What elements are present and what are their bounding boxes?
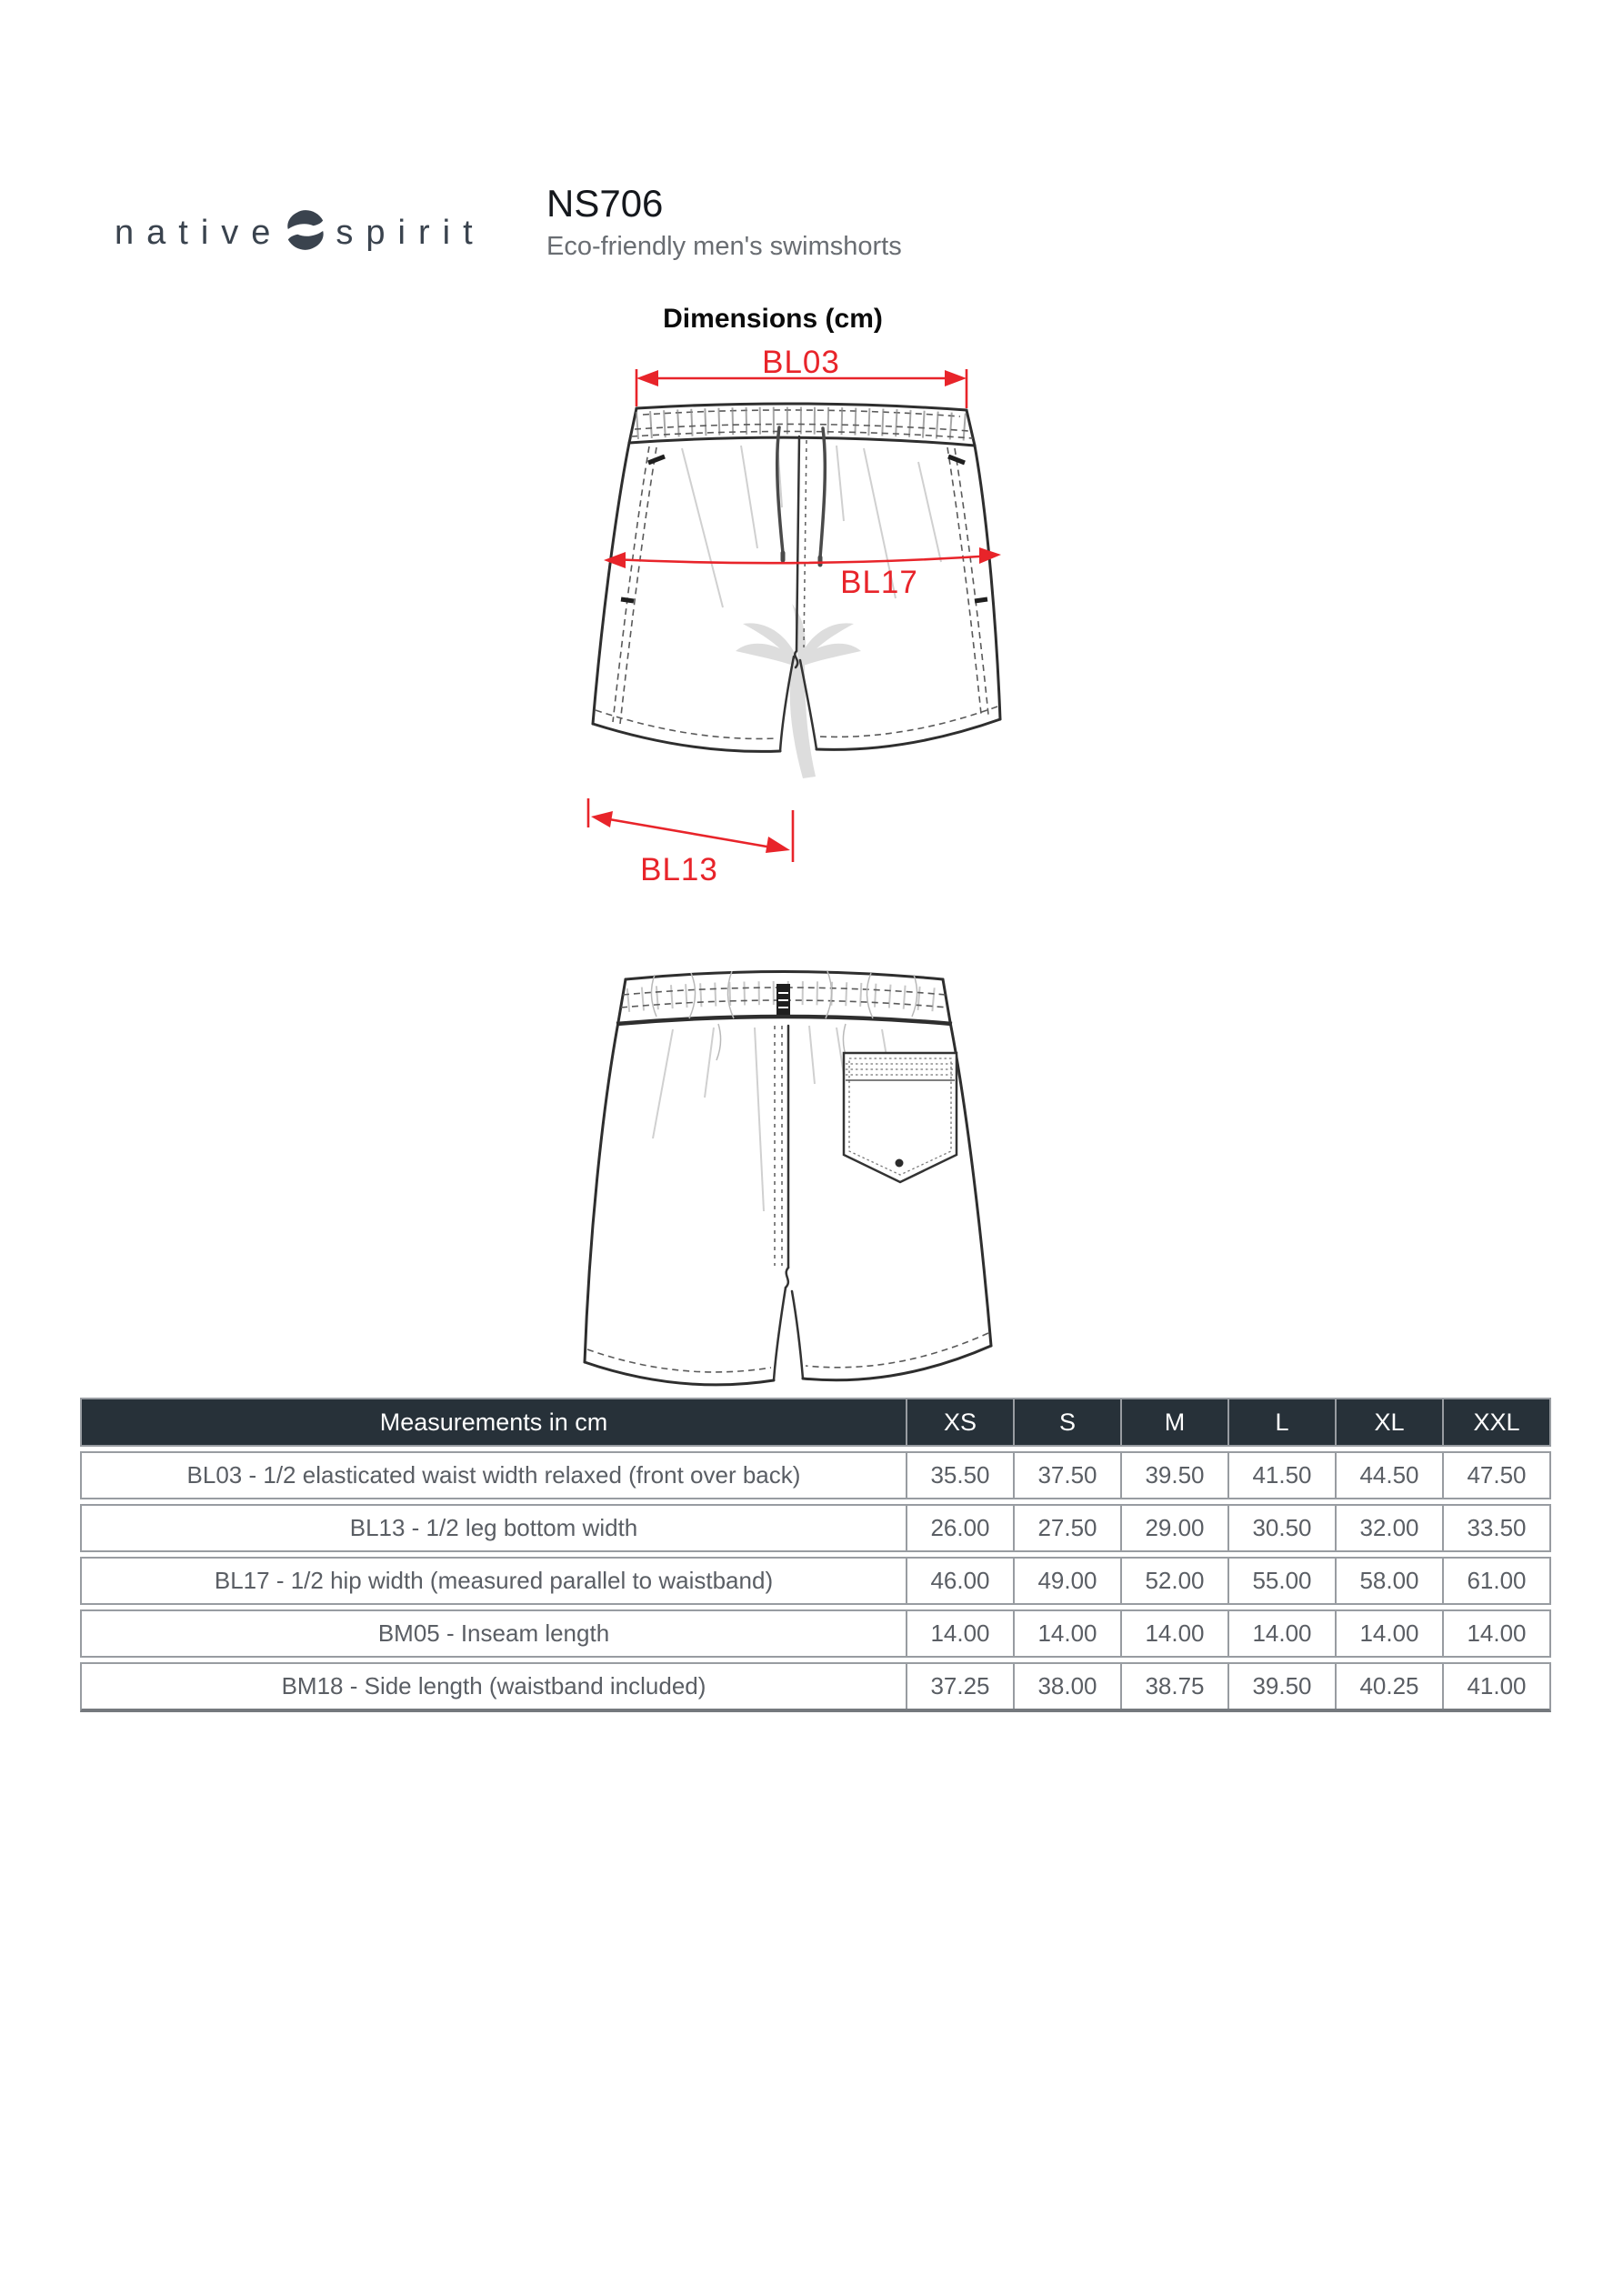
row-label: BL13 - 1/2 leg bottom width	[349, 1514, 638, 1541]
value-cell: 39.50	[1227, 1664, 1335, 1709]
measurements-table	[80, 1398, 1551, 1712]
value-cell: 14.00	[1227, 1611, 1335, 1656]
value-cell: 27.50	[1013, 1506, 1120, 1550]
value-cell: 29.00	[1120, 1506, 1227, 1550]
value-cell: 37.25	[906, 1664, 1013, 1709]
value-cell: 37.50	[1013, 1453, 1120, 1498]
value-cell: 33.50	[1442, 1506, 1549, 1550]
value-cell: 35.50	[906, 1453, 1013, 1498]
header-size-xxl: XXL	[1442, 1399, 1549, 1445]
value-cell: 39.50	[1120, 1453, 1227, 1498]
row-label: BM18 - Side length (waistband included)	[281, 1672, 706, 1699]
row-label: BL17 - 1/2 hip width (measured parallel to waistband)	[214, 1567, 774, 1594]
value-cell: 58.00	[1335, 1559, 1442, 1603]
dimension-label-bl03: BL03	[762, 345, 840, 380]
value-cell: 14.00	[1120, 1611, 1227, 1656]
value-cell: 14.00	[906, 1611, 1013, 1656]
header-size-xl: XL	[1335, 1399, 1442, 1445]
product-name: Eco-friendly men's swimshorts	[546, 232, 902, 261]
value-cell: 38.75	[1120, 1664, 1227, 1709]
table-header-row	[80, 1398, 1551, 1447]
row-label: BL03 - 1/2 elasticated waist width relaxed (front over back)	[186, 1461, 801, 1489]
header-size-s: S	[1013, 1399, 1120, 1445]
value-cell: 30.50	[1227, 1506, 1335, 1550]
table-row	[80, 1557, 1551, 1605]
value-cell: 49.00	[1013, 1559, 1120, 1603]
product-code: NS706	[546, 182, 664, 225]
leaf-swoosh-icon	[285, 207, 326, 257]
value-cell: 38.00	[1013, 1664, 1120, 1709]
table-row	[80, 1451, 1551, 1499]
header-size-xs: XS	[906, 1399, 1013, 1445]
value-cell: 14.00	[1013, 1611, 1120, 1656]
table-row	[80, 1662, 1551, 1712]
row-label: BM05 - Inseam length	[377, 1619, 610, 1647]
dimension-label-bl13: BL13	[640, 852, 718, 887]
value-cell: 55.00	[1227, 1559, 1335, 1603]
value-cell: 41.00	[1442, 1664, 1549, 1709]
value-cell: 52.00	[1120, 1559, 1227, 1603]
brand-word-left: native	[115, 213, 284, 252]
value-cell: 41.50	[1227, 1453, 1335, 1498]
table-row	[80, 1609, 1551, 1658]
brand-logo	[115, 207, 486, 257]
header-size-l: L	[1227, 1399, 1335, 1445]
table-row	[80, 1504, 1551, 1552]
value-cell: 14.00	[1442, 1611, 1549, 1656]
front-view-technical-drawing	[536, 344, 1009, 889]
value-cell: 32.00	[1335, 1506, 1442, 1550]
dimension-label-bl17: BL17	[840, 565, 918, 600]
back-view-technical-drawing	[536, 947, 1009, 1402]
value-cell: 47.50	[1442, 1453, 1549, 1498]
value-cell: 14.00	[1335, 1611, 1442, 1656]
value-cell: 46.00	[906, 1559, 1013, 1603]
value-cell: 26.00	[906, 1506, 1013, 1550]
value-cell: 61.00	[1442, 1559, 1549, 1603]
back-pocket	[844, 1053, 957, 1182]
value-cell: 44.50	[1335, 1453, 1442, 1498]
brand-word-right: spirit	[336, 213, 486, 252]
pocket-button	[896, 1159, 904, 1168]
diagram-title: Dimensions (cm)	[663, 304, 883, 334]
value-cell: 40.25	[1335, 1664, 1442, 1709]
header-measurements: Measurements in cm	[379, 1408, 608, 1436]
header-size-m: M	[1120, 1399, 1227, 1445]
